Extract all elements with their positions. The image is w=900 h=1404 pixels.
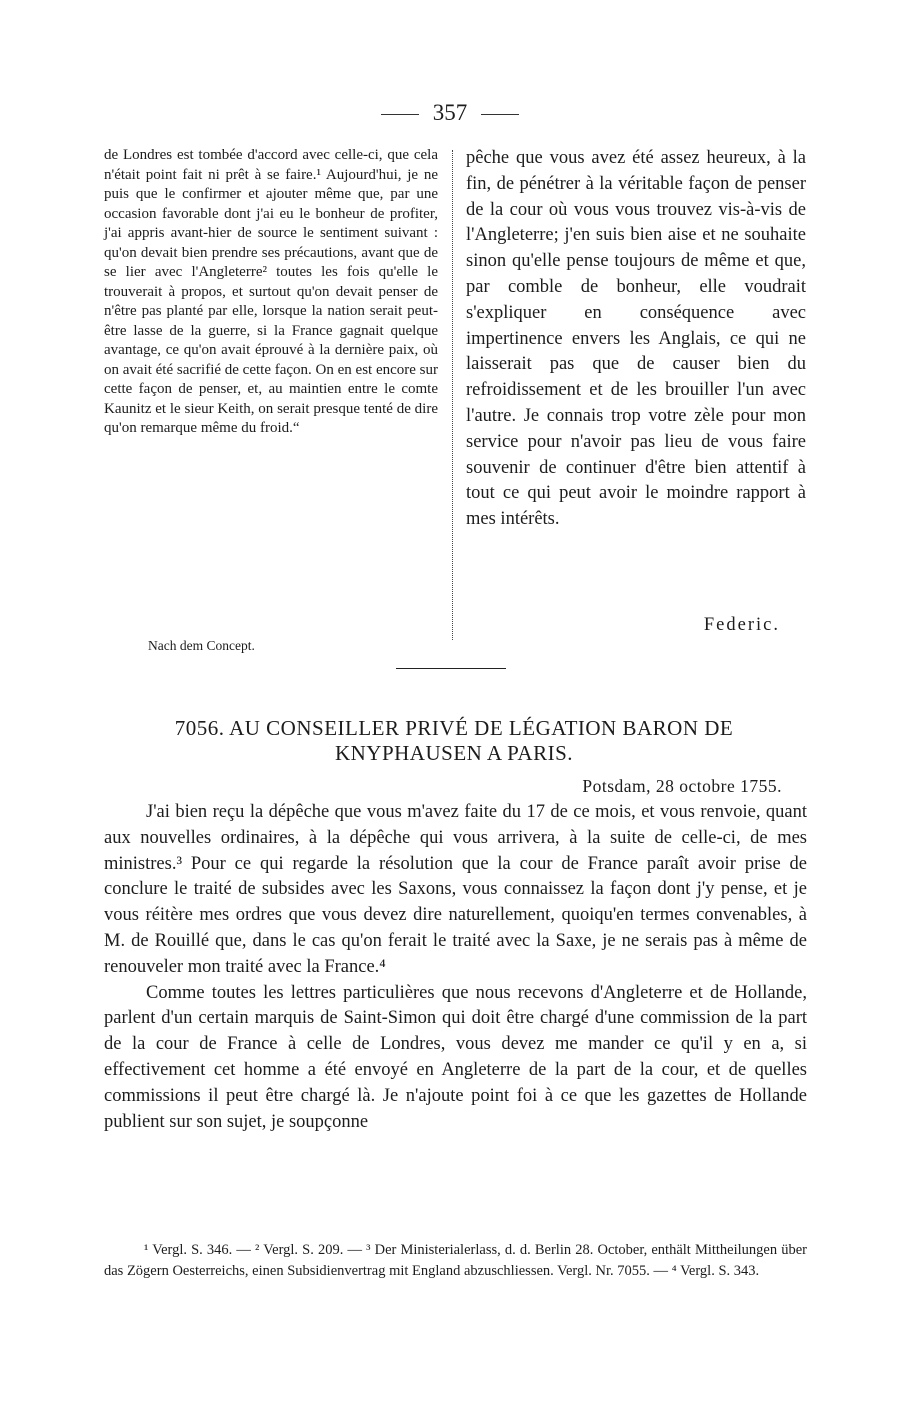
letter-paragraph-1: J'ai bien reçu la dépêche que vous m'avez faite du 17 de ce mois, et vous renvoie, quant aux nouvelles ordinaires, à la dépêche qui vous arrivera, à la suite de celle-ci, de mes ministres.³ Pour ce qui regarde la résolution que la cour de France paraît avoir prise de conclure le traité de subsides avec les Saxons, vous connaissez la façon dont j'y pense, et je vous réitère mes ordres que vous devez dire naturellement, quoiqu'en termes convenables, à M. de Rouillé que, dans le cas qu'on ferait le traité avec la Saxe, je ne serais pas à même de renouveler mon traité avec la France.⁴ <box>104 802 807 977</box>
column-divider <box>452 150 453 640</box>
concept-note: Nach dem Concept. <box>148 638 255 653</box>
left-column-text: de Londres est tombée d'accord avec celle-ci, que cela n'était point fait ni prêt à se faire.¹ Aujourd'hui, je ne puis que le confirmer et ajouter même que, par une occasion favorable dont j'ai eu le bonheur de profiter, j'ai appris avant-hier de source le sentiment suivant : qu'on devait bien prendre ses précautions, avant que de se lier avec l'Angleterre² toutes les fois qu'elle le trouverait à propos, et surtout qu'on devait penser de n'être pas planté par elle, lorsque la nation serait peut-être lasse de la guerre, si la France gagnait quelque avantage, ce qu'on avait éprouvé à la dernière paix, où on avait été sacrifié de cette façon. On en est encore sur cette façon de penser, et, au maintien entre le comte Kaunitz et le sieur Keith, on serait presque tenté de dire qu'on remarque même du froid.“ <box>104 147 438 436</box>
right-column <box>466 146 806 533</box>
letter-title: 7056. AU CONSEILLER PRIVÉ DE LÉGATION BARON DE KNYPHAUSEN A PARIS. <box>174 716 734 765</box>
right-column-text: pêche que vous avez été assez heureux, à la fin, de pénétrer à la véritable façon de penser de la cour où vous vous trouvez vis-à-vis de l'Angleterre; j'en suis bien aise et ne souhaite sinon qu'elle pense toujours de même et que, par comble de bonheur, elle voudrait s'expliquer en conséquence avec impertinence envers les Anglais, ce qui ne laisserait pas que de causer bien du refroidissement et de les brouiller l'un avec l'autre. Je connais trop votre zèle pour mon service pour n'avoir pas lieu de vous faire souvenir de continuer d'être bien attentif à tout ce qui peut avoir le moindre rapport à mes intérêts. <box>466 148 806 530</box>
footnote-text: ¹ Vergl. S. 346. — ² Vergl. S. 209. — ³ Der Ministerialerlass, d. d. Berlin 28. October, enthält Mittheilungen über das Zögern Oesterreichs, einen Subsidienvertrag mit England abzuschliessen. Vergl. Nr. 7055. — ⁴ Vergl. S. 343. <box>104 1242 807 1279</box>
section-divider <box>396 668 506 669</box>
header-rule-right <box>481 114 519 115</box>
signature: Federic. <box>703 615 780 635</box>
header-rule-left <box>381 114 419 115</box>
footnotes <box>104 1240 807 1281</box>
page-number: 357 <box>432 100 468 125</box>
letter-paragraph-2: Comme toutes les lettres particulières que nous recevons d'Angleterre et de Hollande, parlent d'un certain marquis de Saint-Simon qui doit être chargé d'une commission de la part de la cour de France à celle de Londres, vous devez me mander ce qu'il y en a, si effectivement cet homme a été envoyé en Angleterre de la part de la cour, et de quelles commissions il peut être chargé là. Je n'ajoute point foi à ce que les gazettes de Hollande publient sur son sujet, je soupçonne <box>104 982 807 1132</box>
page-header <box>0 100 900 126</box>
dateline: Potsdam, 28 octobre 1755. <box>582 776 782 796</box>
left-column <box>104 146 438 439</box>
letter-body <box>104 800 807 1135</box>
